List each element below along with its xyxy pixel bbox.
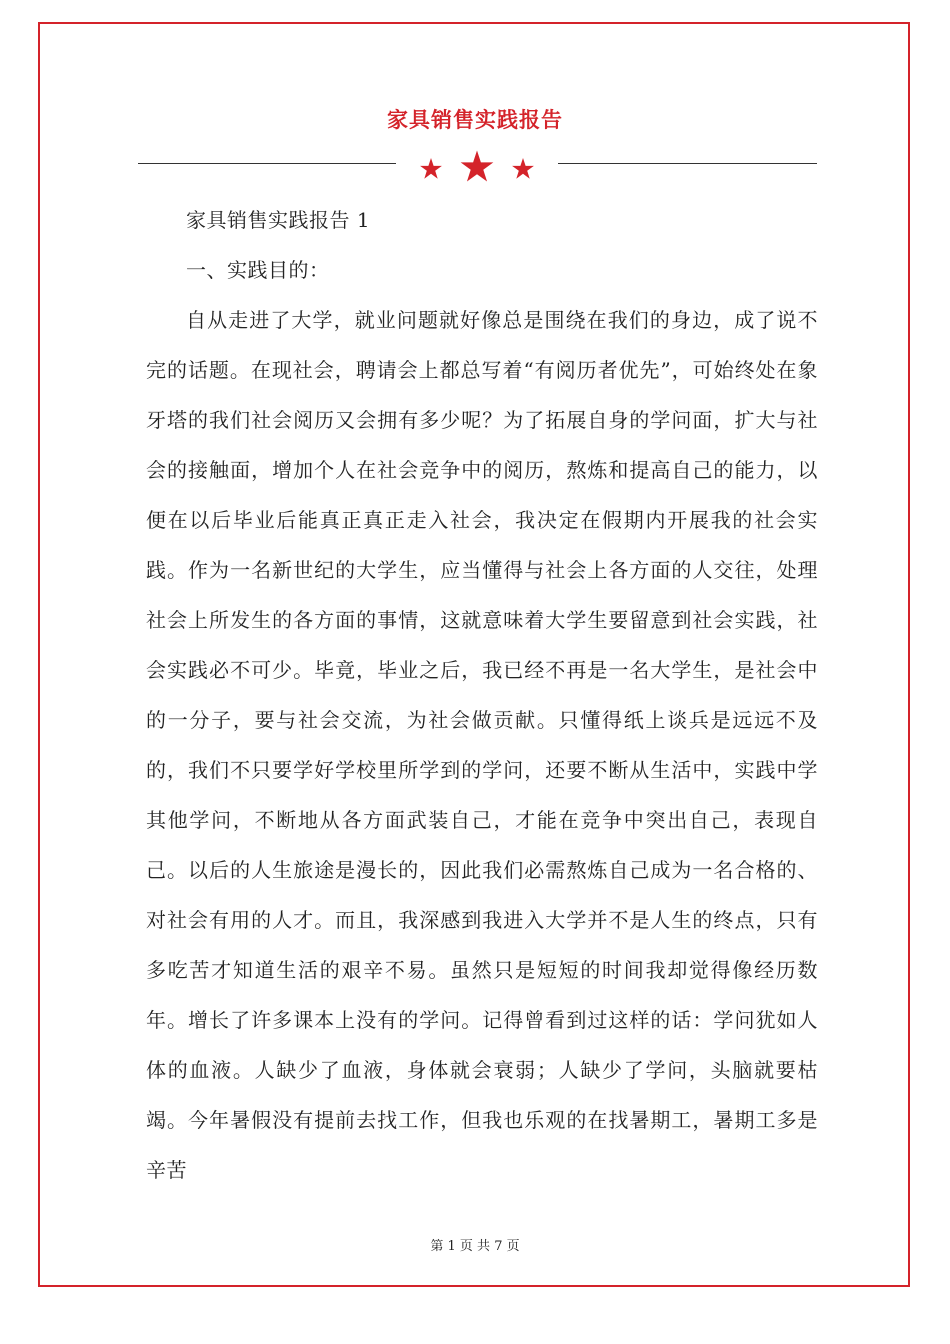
document-body (146, 195, 818, 1195)
section-heading: 一、实践目的： (186, 258, 330, 282)
page-footer: 第 1 页 共 7 页 (430, 1239, 520, 1254)
star-icon (459, 149, 495, 185)
document-title: 家具销售实践报告 (387, 107, 563, 132)
document-subtitle: 家具销售实践报告 1 (186, 208, 371, 232)
title-divider-left (138, 163, 396, 164)
star-icon (419, 157, 443, 181)
title-divider-stars (400, 146, 554, 186)
title-divider-right (558, 163, 817, 164)
star-icon (511, 157, 535, 181)
body-paragraph: 自从走进了大学，就业问题就好像总是围绕在我们的身边，成了说不完的话题。在现社会，聘请会上都总写着“有阅历者优先”，可始终处在象牙塔的我们社会阅历又会拥有多少呢？为了拓展自身的学问面，扩大与社会的接触面，增加个人在社会竞争中的阅历，熬炼和提高自己的能力，以便在以后毕业后能真正真正走入社会，我决定在假期内开展我的社会实践。作为一名新世纪的大学生，应当懂得与社会上各方面的人交往，处理社会上所发生的各方面的事情，这就意味着大学生要留意到社会实践，社会实践必不可少。毕竟，毕业之后，我已经不再是一名大学生，是社会中的一分子，要与社会交流，为社会做贡献。只懂得纸上谈兵是远远不及的，我们不只要学好学校里所学到的学问，还要不断从生活中，实践中学其他学问，不断地从各方面武装自己，才能在竞争中突出自己，表现自己。以后的人生旅途是漫长的，因此我们必需熬炼自己成为一名合格的、对社会有用的人才。而且，我深感到我进入大学并不是人生的终点，只有多吃苦才知道生活的艰辛不易。虽然只是短短的时间我却觉得像经历数年。增长了许多课本上没有的学问。记得曾看到过这样的话：学问犹如人体的血液。人缺少了血液，身体就会衰弱；人缺少了学问，头脑就要枯竭。今年暑假没有提前去找工作，但我也乐观的在找暑期工，暑期工多是辛苦 (146, 308, 818, 1182)
